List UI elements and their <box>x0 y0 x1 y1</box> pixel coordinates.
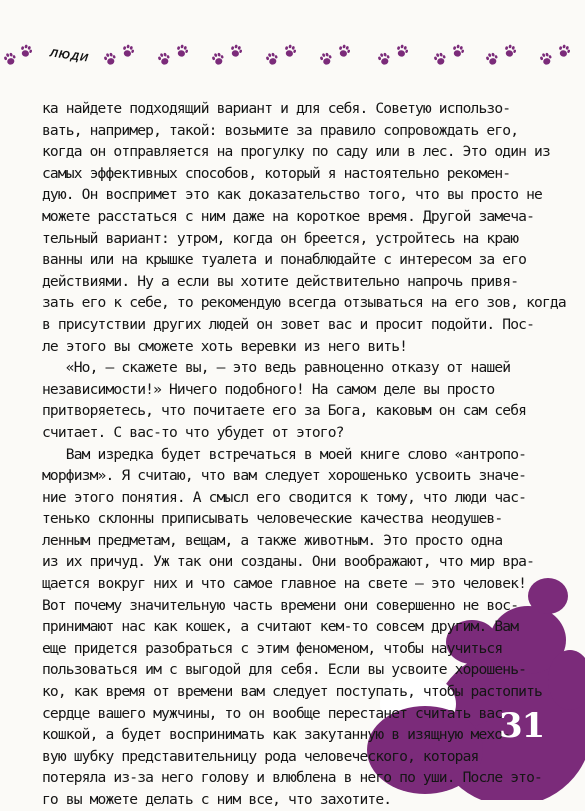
body-text <box>42 98 566 811</box>
text-line: в присутствии других людей он зовет вас и просит подойти. Пос- <box>42 315 535 333</box>
text-line: ванны или на крышке туалета и понаблюдайте с интересом за его <box>42 251 527 269</box>
text-line: дую. Он воспримет это как доказательство того, что вы просто не <box>42 186 542 204</box>
text-line: действиями. Ну а если вы хотите действительно напрочь привя- <box>42 272 519 290</box>
text-line: сердце вашего мужчины, то он вообще перестанет считать вас <box>42 704 503 722</box>
text-line: еще придется разобраться с этим феноменом, чтобы научиться <box>42 639 503 657</box>
text-line: тельный вариант: утром, когда он бреется, устройтесь на краю <box>42 229 519 247</box>
text-line: «Но, — скажете вы, — это ведь равноценно отказу от нашей <box>42 359 511 377</box>
text-line: щается вокруг них и что самое главное на свете — это человек! <box>42 575 527 593</box>
text-line: притворяетесь, что почитаете его за Бога, каковым он сам себя <box>42 402 527 420</box>
text-line: потеряла из-за него голову и влюблена в него по уши. После это- <box>42 769 542 787</box>
text-line: принимают нас как кошек, а считают кем-то совсем другим. Вам <box>42 618 519 636</box>
text-line: Вам изредка будет встречаться в моей книге слово «антропо- <box>42 445 527 463</box>
text-line: зать его к себе, то рекомендую всегда отзываться на его зов, когда <box>42 294 566 312</box>
text-line: независимости!» Ничего подобного! На самом деле вы просто <box>42 380 495 398</box>
text-line: когда он отправляется на прогулку по саду или в лес. Это один из <box>42 143 550 161</box>
text-line: считает. С вас-то что убудет от этого? <box>42 423 344 441</box>
text-line: го вы можете делать с ним все, что захотите. <box>42 791 392 808</box>
text-line: из их причуд. Уж так они созданы. Они воображают, что мир вра- <box>42 553 535 571</box>
text-line: ко, как время от времени вам следует поступать, чтобы растопить <box>42 683 542 701</box>
text-line: ленным предметам, вещам, а также животным. Это просто одна <box>42 531 503 549</box>
text-line: можете расстаться с ним даже на короткое время. Другой замеча- <box>42 207 535 225</box>
text-line: ка найдете подходящий вариант и для себя. Советую использо- <box>42 100 511 117</box>
text-line: вать, например, такой: возьмите за правило сопровождать его, <box>42 121 519 139</box>
text-line: Вот почему значительную часть времени они совершенно не вос- <box>42 596 519 614</box>
text-line: ние этого понятия. А смысл его сводится к тому, что люди час- <box>42 488 527 506</box>
text-line: морфизм». Я считаю, что вам следует хорошенько усвоить значе- <box>42 467 527 485</box>
text-line: кошкой, а будет воспринимать как закутанную в изящную мехо- <box>42 726 511 744</box>
text-line: тенько склонны приписывать человеческие качества неодушев- <box>42 510 503 528</box>
text-line: вую шубку представительницу рода человеческого, которая <box>42 747 479 765</box>
running-head: ЛЮДИ <box>49 47 90 65</box>
page-number: 31 <box>499 706 545 746</box>
text-line: пользоваться им с выгодой для себя. Если вы усвоите хорошень- <box>42 661 527 679</box>
text-line: ле этого вы сможете хоть веревки из него вить! <box>42 337 408 355</box>
text-line: самых эффективных способов, который я настоятельно рекомен- <box>42 164 511 182</box>
